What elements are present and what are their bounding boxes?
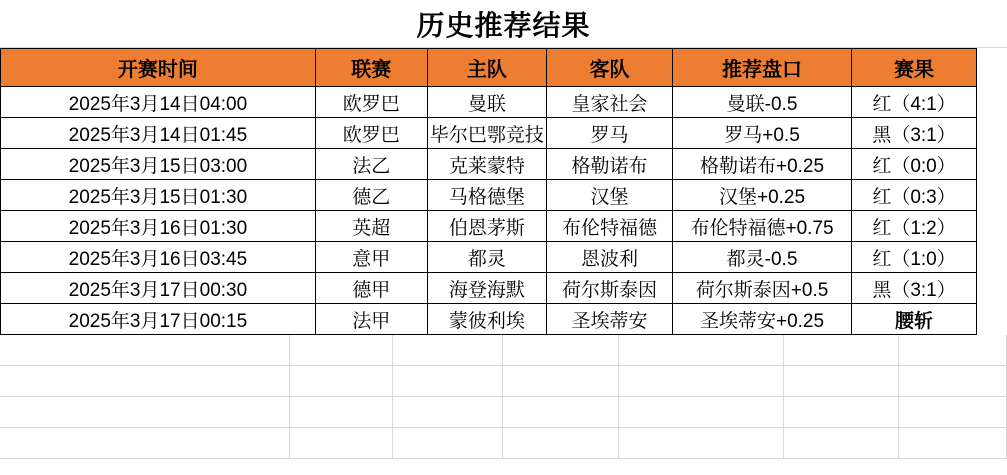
cell-home: 蒙彼利埃 — [427, 304, 546, 335]
cell-pick: 罗马+0.5 — [672, 118, 851, 149]
table-row — [1, 304, 977, 335]
cell-result: 红（1:0） — [852, 242, 977, 273]
cell-home: 马格德堡 — [427, 180, 546, 211]
empty-cell — [784, 366, 899, 397]
cell-time: 2025年3月16日01:30 — [1, 211, 316, 242]
cell-pick: 圣埃蒂安+0.25 — [672, 304, 851, 335]
cell-pick: 都灵-0.5 — [672, 242, 851, 273]
empty-cell — [0, 397, 290, 428]
cell-result: 红（0:0） — [852, 149, 977, 180]
cell-time: 2025年3月17日00:30 — [1, 273, 316, 304]
cell-time: 2025年3月14日04:00 — [1, 87, 316, 118]
column-header-pick: 推荐盘口 — [672, 49, 851, 87]
table-header-row — [1, 49, 977, 87]
cell-league: 德乙 — [315, 180, 427, 211]
empty-cell — [619, 397, 784, 428]
empty-row — [0, 335, 1007, 366]
cell-away: 罗马 — [547, 118, 673, 149]
page-title-row — [0, 0, 1007, 48]
cell-home: 克莱蒙特 — [427, 149, 546, 180]
cell-pick: 格勒诺布+0.25 — [672, 149, 851, 180]
empty-cell — [393, 397, 503, 428]
cell-pick: 布伦特福德+0.75 — [672, 211, 851, 242]
empty-cell — [784, 335, 899, 366]
empty-cell — [393, 335, 503, 366]
cell-league: 意甲 — [315, 242, 427, 273]
cell-league: 法甲 — [315, 304, 427, 335]
cell-away: 圣埃蒂安 — [547, 304, 673, 335]
empty-row — [0, 428, 1007, 459]
cell-result: 黑（3:1） — [852, 273, 977, 304]
cell-result: 黑（3:1） — [852, 118, 977, 149]
cell-away: 荷尔斯泰因 — [547, 273, 673, 304]
cell-league: 欧罗巴 — [315, 87, 427, 118]
cell-league: 德甲 — [315, 273, 427, 304]
empty-cell — [899, 366, 1007, 397]
column-header-league: 联赛 — [315, 49, 427, 87]
history-results-table — [0, 48, 977, 335]
empty-cell — [899, 428, 1007, 459]
cell-pick: 荷尔斯泰因+0.5 — [672, 273, 851, 304]
cell-league: 法乙 — [315, 149, 427, 180]
cell-away: 汉堡 — [547, 180, 673, 211]
table-row — [1, 118, 977, 149]
cell-away: 格勒诺布 — [547, 149, 673, 180]
empty-cell — [503, 428, 619, 459]
empty-row — [0, 397, 1007, 428]
empty-cell — [619, 366, 784, 397]
empty-cell — [290, 397, 393, 428]
cell-result: 红（1:2） — [852, 211, 977, 242]
empty-cell — [290, 366, 393, 397]
page-title: 历史推荐结果 — [416, 9, 591, 41]
cell-home: 海登海默 — [427, 273, 546, 304]
cell-away: 恩波利 — [547, 242, 673, 273]
cell-home: 毕尔巴鄂竞技 — [427, 118, 546, 149]
cell-away: 布伦特福德 — [547, 211, 673, 242]
table-row — [1, 273, 977, 304]
cell-result: 红（0:3） — [852, 180, 977, 211]
table-row — [1, 242, 977, 273]
cell-time: 2025年3月16日03:45 — [1, 242, 316, 273]
cell-pick: 曼联-0.5 — [672, 87, 851, 118]
table-row — [1, 87, 977, 118]
empty-cell — [899, 397, 1007, 428]
cell-league: 欧罗巴 — [315, 118, 427, 149]
empty-cell — [393, 366, 503, 397]
empty-cell — [290, 335, 393, 366]
cell-result: 腰斩 — [852, 304, 977, 335]
cell-away: 皇家社会 — [547, 87, 673, 118]
empty-cell — [784, 428, 899, 459]
empty-cell — [503, 366, 619, 397]
cell-home: 都灵 — [427, 242, 546, 273]
empty-cell — [393, 428, 503, 459]
column-header-result: 赛果 — [852, 49, 977, 87]
cell-time: 2025年3月14日01:45 — [1, 118, 316, 149]
table-row — [1, 149, 977, 180]
cell-result: 红（4:1） — [852, 87, 977, 118]
empty-grid-area — [0, 335, 1007, 459]
cell-time: 2025年3月15日03:00 — [1, 149, 316, 180]
cell-home: 曼联 — [427, 87, 546, 118]
empty-cell — [290, 428, 393, 459]
cell-pick: 汉堡+0.25 — [672, 180, 851, 211]
cell-time: 2025年3月17日00:15 — [1, 304, 316, 335]
empty-cell — [619, 428, 784, 459]
column-header-away: 客队 — [547, 49, 673, 87]
empty-row — [0, 366, 1007, 397]
table-row — [1, 211, 977, 242]
column-header-home: 主队 — [427, 49, 546, 87]
table-row — [1, 180, 977, 211]
empty-cell — [0, 366, 290, 397]
empty-cell — [0, 428, 290, 459]
empty-cell — [899, 335, 1007, 366]
empty-cell — [503, 397, 619, 428]
cell-league: 英超 — [315, 211, 427, 242]
empty-cell — [784, 397, 899, 428]
cell-home: 伯恩茅斯 — [427, 211, 546, 242]
column-header-time: 开赛时间 — [1, 49, 316, 87]
empty-cell — [0, 335, 290, 366]
cell-time: 2025年3月15日01:30 — [1, 180, 316, 211]
empty-cell — [619, 335, 784, 366]
empty-cell — [503, 335, 619, 366]
